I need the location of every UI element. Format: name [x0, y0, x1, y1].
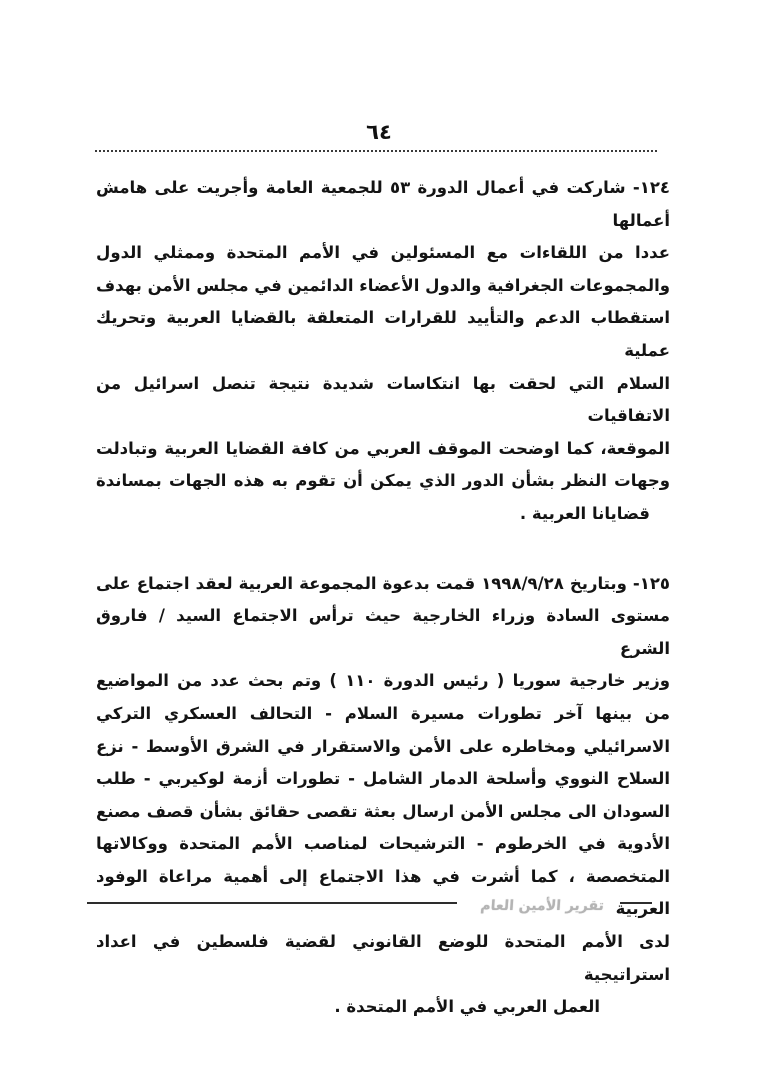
paragraph-line: وزير خارجية سوريا ( رئيس الدورة ١١٠ ) وتم بحث عدد من المواضيع [96, 671, 670, 691]
page-number: ٦٤ [366, 120, 392, 144]
paragraph-line: من بينها آخر تطورات مسيرة السلام - التحالف العسكري التركي [96, 703, 670, 723]
paragraph-spacer [96, 531, 670, 568]
paragraph-line: ١٢٤- شاركت في أعمال الدورة ٥٣ للجمعية العامة وأجريت على هامش أعمالها [96, 178, 670, 230]
paragraph-line: عددا من اللقاءات مع المسئولين في الأمم المتحدة وممثلي الدول [96, 243, 670, 263]
paragraph-line: السلاح النووي وأسلحة الدمار الشامل - تطورات أزمة لوكيربي - طلب [96, 769, 670, 789]
paragraph-line: قضايانا العربية . [519, 503, 650, 523]
footer-dash [620, 902, 652, 904]
paragraph-line: الأدوية في الخرطوم - الترشيحات لمناصب الأمم المتحدة ووكالاتها [96, 834, 670, 854]
paragraph-124 [96, 172, 670, 531]
paragraph-line: والمجموعات الجغرافية والدول الأعضاء الدائمين في مجلس الأمن بهدف [96, 275, 670, 295]
footer-rule [87, 902, 457, 904]
header-dotted-rule [95, 150, 657, 152]
paragraph-line: وجهات النظر بشأن الدور الذي يمكن أن تقوم به هذه الجهات بمساندة [96, 471, 670, 491]
paragraph-125 [96, 568, 670, 1024]
paragraph-line: المتخصصة ، كما أشرت في هذا الاجتماع إلى أهمية مراعاة الوفود العربية [96, 866, 670, 919]
secretary-general-stamp-text: تقرير الأمين العام [479, 898, 605, 914]
paragraph-line: السودان الى مجلس الأمن ارسال بعثة تقصى حقائق بشأن قصف مصنع [96, 801, 670, 821]
paragraph-line: ١٢٥- وبتاريخ ١٩٩٨/٩/٢٨ قمت بدعوة المجموعة العربية لعقد اجتماع على [96, 573, 670, 593]
paragraph-line: الاسرائيلي ومخاطره على الأمن والاستقرار في الشرق الأوسط - نزع [96, 736, 670, 756]
paragraph-line: العمل العربي في الأمم المتحدة . [334, 997, 600, 1017]
paragraph-line: مستوى السادة وزراء الخارجية حيث ترأس الاجتماع السيد / فاروق الشرع [96, 606, 670, 658]
page-footer [0, 893, 758, 923]
paragraph-line: استقطاب الدعم والتأييد للقرارات المتعلقة بالقضايا العربية وتحريك عملية [96, 308, 670, 360]
paragraph-line: الموقعة، كما اوضحت الموقف العربي من كافة القضايا العربية وتبادلت [96, 438, 670, 458]
paragraph-line: السلام التي لحقت بها انتكاسات شديدة نتيجة تنصل اسرائيل من الاتفاقيات [96, 373, 670, 426]
paragraph-line: لدى الأمم المتحدة للوضع القانوني لقضية فلسطين في اعداد استراتيجية [96, 932, 670, 984]
